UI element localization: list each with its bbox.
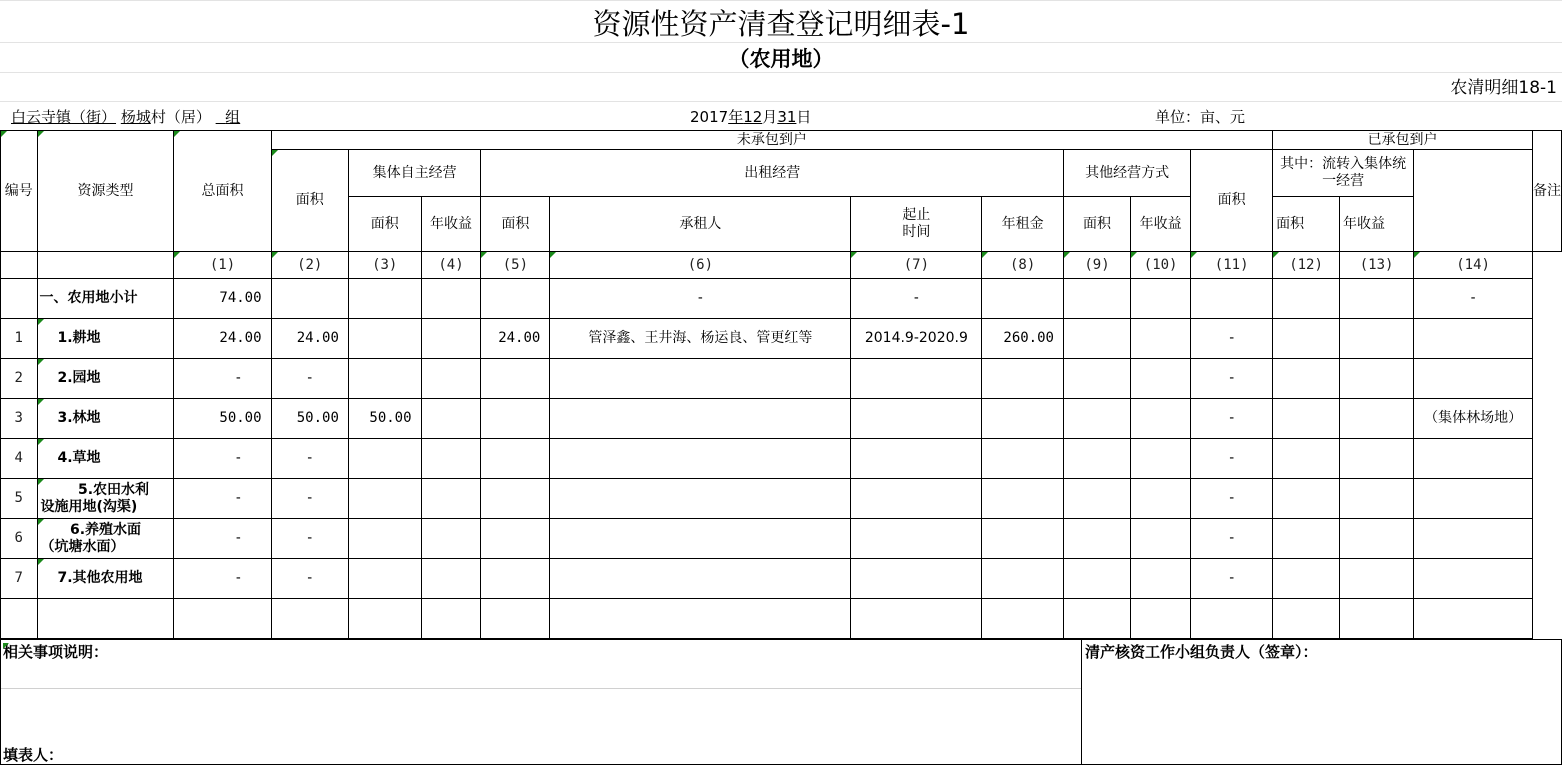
- form-code: 农清明细18-1: [1450, 78, 1557, 98]
- row-id: [1, 279, 38, 319]
- cell-total-area: -: [174, 359, 271, 399]
- cell-total-area: -: [174, 439, 271, 479]
- row-id: 2: [1, 359, 38, 399]
- cell-period: [851, 399, 982, 439]
- colnum-blank: [1, 252, 38, 279]
- header-not-contracted: 未承包到户: [271, 131, 1273, 150]
- cell-transfer-income: [1340, 439, 1414, 479]
- cell-period: [851, 479, 982, 519]
- cell-contracted-area: [1191, 279, 1273, 319]
- column-number: (3): [348, 252, 421, 279]
- table-row: [1, 399, 1562, 439]
- cell-self-area: [348, 319, 421, 359]
- group-blank: [216, 108, 226, 126]
- cell-contracted-area: -: [1191, 439, 1273, 479]
- cell-contracted-area: -: [1191, 479, 1273, 519]
- empty-cell: [1063, 599, 1130, 639]
- cell-remarks: [1414, 519, 1533, 559]
- cell-transfer-income: [1340, 319, 1414, 359]
- cell-lessee: [550, 439, 851, 479]
- cell-rent: [982, 359, 1064, 399]
- notes-divider: [1, 688, 1081, 689]
- cell-remarks: -: [1414, 279, 1533, 319]
- row-id: 5: [1, 479, 38, 519]
- cell-other-income: [1131, 319, 1191, 359]
- cell-remarks: [1414, 559, 1533, 599]
- cell-period: [851, 439, 982, 479]
- row-id: 7: [1, 559, 38, 599]
- column-number: (8): [982, 252, 1064, 279]
- table-row: [1, 559, 1562, 599]
- cell-period: [851, 519, 982, 559]
- cell-lease-area: [481, 399, 550, 439]
- group-suffix: 组: [225, 108, 241, 126]
- cell-transfer-area: [1273, 559, 1340, 599]
- unit-label: 单位：亩、元: [1155, 108, 1246, 126]
- table-row-empty: [1, 599, 1562, 639]
- notes-box: [0, 639, 1082, 765]
- cell-other-area: [1063, 359, 1130, 399]
- cell-self-area: 50.00: [348, 399, 421, 439]
- column-number: (6): [550, 252, 851, 279]
- table-row: [1, 519, 1562, 559]
- row-type-line1: 5.农田水利: [77, 481, 150, 498]
- cell-lease-area: [481, 559, 550, 599]
- cell-lessee: 管泽鑫、王井海、杨运良、管更红等: [550, 319, 851, 359]
- row-type: 一、农用地小计: [37, 279, 174, 319]
- empty-cell: [550, 599, 851, 639]
- column-number: (7): [851, 252, 982, 279]
- cell-area: -: [271, 359, 348, 399]
- empty-cell: [1, 599, 38, 639]
- cell-self-income: [421, 279, 481, 319]
- empty-cell: [421, 599, 481, 639]
- header-id: 编号: [1, 131, 38, 252]
- date-day-label: 日: [796, 108, 812, 126]
- cell-transfer-income: [1340, 279, 1414, 319]
- cell-remarks: [1414, 319, 1533, 359]
- cell-self-area: [348, 359, 421, 399]
- cell-lease-area: [481, 359, 550, 399]
- cell-other-income: [1131, 439, 1191, 479]
- row-type-line1: 6.养殖水面: [69, 521, 142, 538]
- empty-cell: [1273, 599, 1340, 639]
- notes-label: 相关事项说明：: [3, 643, 109, 661]
- row-id: 1: [1, 319, 38, 359]
- cell-lessee: [550, 559, 851, 599]
- cell-area: -: [271, 439, 348, 479]
- cell-rent: [982, 559, 1064, 599]
- cell-transfer-area: [1273, 359, 1340, 399]
- header-transfer-area: 面积: [1273, 197, 1340, 252]
- header-lease-area: 面积: [481, 197, 550, 252]
- cell-total-area: -: [174, 479, 271, 519]
- location-line: [11, 108, 240, 126]
- header-self-income: 年收益: [421, 197, 481, 252]
- cell-transfer-area: [1273, 439, 1340, 479]
- column-number: (1): [174, 252, 271, 279]
- cell-self-area: [348, 479, 421, 519]
- header-contracted-area: 面积: [1191, 150, 1273, 252]
- header-remarks: 备注: [1533, 131, 1562, 252]
- cell-other-area: [1063, 279, 1130, 319]
- cell-lease-area: [481, 519, 550, 559]
- empty-cell: [1191, 599, 1273, 639]
- empty-cell: [174, 599, 271, 639]
- table-row: [1, 479, 1562, 519]
- village-suffix: 村（居）: [150, 108, 211, 126]
- cell-transfer-area: [1273, 279, 1340, 319]
- date-month: 12: [743, 108, 763, 126]
- empty-cell: [982, 599, 1064, 639]
- row-id: 4: [1, 439, 38, 479]
- cell-period: [851, 359, 982, 399]
- header-leasing: 出租经营: [481, 150, 1064, 197]
- date-year: 2017: [690, 108, 729, 126]
- cell-lease-area: 24.00: [481, 319, 550, 359]
- cell-area: -: [271, 479, 348, 519]
- cell-period: [851, 559, 982, 599]
- row-id: 3: [1, 399, 38, 439]
- responsible-label: 清产核资工作小组负责人（签章）：: [1085, 643, 1318, 661]
- cell-self-income: [421, 519, 481, 559]
- sheet-gridline: [0, 0, 1562, 1]
- cell-self-income: [421, 439, 481, 479]
- row-id: 6: [1, 519, 38, 559]
- empty-cell: [37, 599, 174, 639]
- header-other-area: 面积: [1063, 197, 1130, 252]
- column-number: (4): [421, 252, 481, 279]
- cell-remarks: （集体林场地）: [1414, 399, 1533, 439]
- cell-transfer-area: [1273, 479, 1340, 519]
- cell-total-area: -: [174, 519, 271, 559]
- header-transfer: 其中：流转入集体统一经营: [1273, 150, 1414, 197]
- header-self-area: 面积: [348, 197, 421, 252]
- cell-self-area: [348, 559, 421, 599]
- filler-label: 填表人：: [3, 746, 64, 764]
- cell-other-income: [1131, 279, 1191, 319]
- cell-lessee: [550, 479, 851, 519]
- cell-self-income: [421, 359, 481, 399]
- cell-self-area: [348, 519, 421, 559]
- row-type: [37, 479, 174, 519]
- cell-transfer-income: [1340, 359, 1414, 399]
- table-row: [1, 279, 1562, 319]
- header-period: 起止时间: [851, 197, 982, 252]
- cell-other-income: [1131, 559, 1191, 599]
- empty-cell: [1340, 599, 1414, 639]
- header-uncontracted-area: 面积: [271, 150, 348, 252]
- row-type-line2: 设施用地(沟渠): [40, 498, 138, 515]
- cell-transfer-income: [1340, 519, 1414, 559]
- cell-transfer-area: [1273, 519, 1340, 559]
- cell-lease-area: [481, 439, 550, 479]
- empty-cell: [1131, 599, 1191, 639]
- cell-other-income: [1131, 359, 1191, 399]
- cell-other-income: [1131, 399, 1191, 439]
- cell-area: [271, 279, 348, 319]
- report-date: [690, 108, 811, 126]
- table-row: [1, 439, 1562, 479]
- header-total-area: 总面积: [174, 131, 271, 252]
- header-other-income: 年收益: [1131, 197, 1191, 252]
- asset-table: [0, 130, 1562, 639]
- header-transfer-income: 年收益: [1340, 197, 1414, 252]
- header-other-ops: 其他经营方式: [1063, 150, 1190, 197]
- village-name: 杨城: [120, 108, 151, 126]
- cell-other-area: [1063, 519, 1130, 559]
- cell-lessee: [550, 359, 851, 399]
- table-row: [1, 359, 1562, 399]
- column-number: (13): [1340, 252, 1414, 279]
- row-type: 7.其他农用地: [37, 559, 174, 599]
- header-contracted: 已承包到户: [1273, 131, 1533, 150]
- date-day: 31: [777, 108, 797, 126]
- cell-rent: [982, 279, 1064, 319]
- cell-contracted-area: -: [1191, 359, 1273, 399]
- date-year-label: 年: [728, 108, 744, 126]
- sheet-gridline: [0, 42, 1562, 43]
- row-type: [37, 519, 174, 559]
- cell-other-income: [1131, 479, 1191, 519]
- cell-contracted-area: -: [1191, 319, 1273, 359]
- header-type: 资源类型: [37, 131, 174, 252]
- cell-rent: [982, 479, 1064, 519]
- cell-area: 50.00: [271, 399, 348, 439]
- cell-other-area: [1063, 559, 1130, 599]
- row-type: 3.林地: [37, 399, 174, 439]
- town-suffix: （街）: [71, 108, 117, 126]
- cell-lessee: [550, 399, 851, 439]
- cell-period: 2014.9-2020.9: [851, 319, 982, 359]
- cell-self-income: [421, 319, 481, 359]
- header-collective-self: 集体自主经营: [348, 150, 481, 197]
- sheet-gridline: [0, 101, 1562, 102]
- cell-transfer-income: [1340, 559, 1414, 599]
- date-month-label: 月: [762, 108, 778, 126]
- column-number: (14): [1414, 252, 1533, 279]
- column-number: (5): [481, 252, 550, 279]
- cell-self-income: [421, 399, 481, 439]
- colnum-blank: [37, 252, 174, 279]
- empty-cell: [1414, 599, 1533, 639]
- column-number: (2): [271, 252, 348, 279]
- cell-contracted-area: -: [1191, 399, 1273, 439]
- cell-transfer-income: [1340, 399, 1414, 439]
- column-number: (12): [1273, 252, 1340, 279]
- cell-self-income: [421, 479, 481, 519]
- cell-contracted-area: -: [1191, 559, 1273, 599]
- cell-total-area: -: [174, 559, 271, 599]
- cell-other-area: [1063, 399, 1130, 439]
- column-number: (9): [1063, 252, 1130, 279]
- cell-total-area: 24.00: [174, 319, 271, 359]
- cell-rent: 260.00: [982, 319, 1064, 359]
- table-row: [1, 319, 1562, 359]
- cell-self-area: [348, 279, 421, 319]
- cell-remarks: [1414, 439, 1533, 479]
- cell-area: -: [271, 519, 348, 559]
- town-name: 白云寺镇: [11, 108, 72, 126]
- page-title: 资源性资产清查登记明细表-1: [592, 7, 970, 41]
- row-type-line2: （坑塘水面）: [40, 538, 125, 555]
- cell-lessee: [550, 519, 851, 559]
- cell-contracted-area: -: [1191, 519, 1273, 559]
- column-number: (11): [1191, 252, 1273, 279]
- cell-rent: [982, 399, 1064, 439]
- header-annual-rent: 年租金: [982, 197, 1064, 252]
- cell-rent: [982, 519, 1064, 559]
- cell-self-area: [348, 439, 421, 479]
- cell-other-area: [1063, 319, 1130, 359]
- empty-cell: [271, 599, 348, 639]
- cell-remarks: [1414, 479, 1533, 519]
- column-number: (10): [1131, 252, 1191, 279]
- cell-lease-area: [481, 279, 550, 319]
- cell-lease-area: [481, 479, 550, 519]
- cell-area: -: [271, 559, 348, 599]
- cell-self-income: [421, 559, 481, 599]
- page-subtitle: （农用地）: [728, 47, 834, 71]
- header-lessee: 承租人: [550, 197, 851, 252]
- empty-cell: [851, 599, 982, 639]
- empty-cell: [348, 599, 421, 639]
- cell-area: 24.00: [271, 319, 348, 359]
- cell-period: -: [851, 279, 982, 319]
- cell-transfer-area: [1273, 399, 1340, 439]
- cell-total-area: 50.00: [174, 399, 271, 439]
- cell-other-area: [1063, 479, 1130, 519]
- row-type: 1.耕地: [37, 319, 174, 359]
- cell-remarks: [1414, 359, 1533, 399]
- cell-total-area: 74.00: [174, 279, 271, 319]
- cell-transfer-income: [1340, 479, 1414, 519]
- cell-rent: [982, 439, 1064, 479]
- row-type: 2.园地: [37, 359, 174, 399]
- cell-lessee: -: [550, 279, 851, 319]
- cell-other-area: [1063, 439, 1130, 479]
- empty-cell: [481, 599, 550, 639]
- row-type: 4.草地: [37, 439, 174, 479]
- cell-transfer-area: [1273, 319, 1340, 359]
- cell-other-income: [1131, 519, 1191, 559]
